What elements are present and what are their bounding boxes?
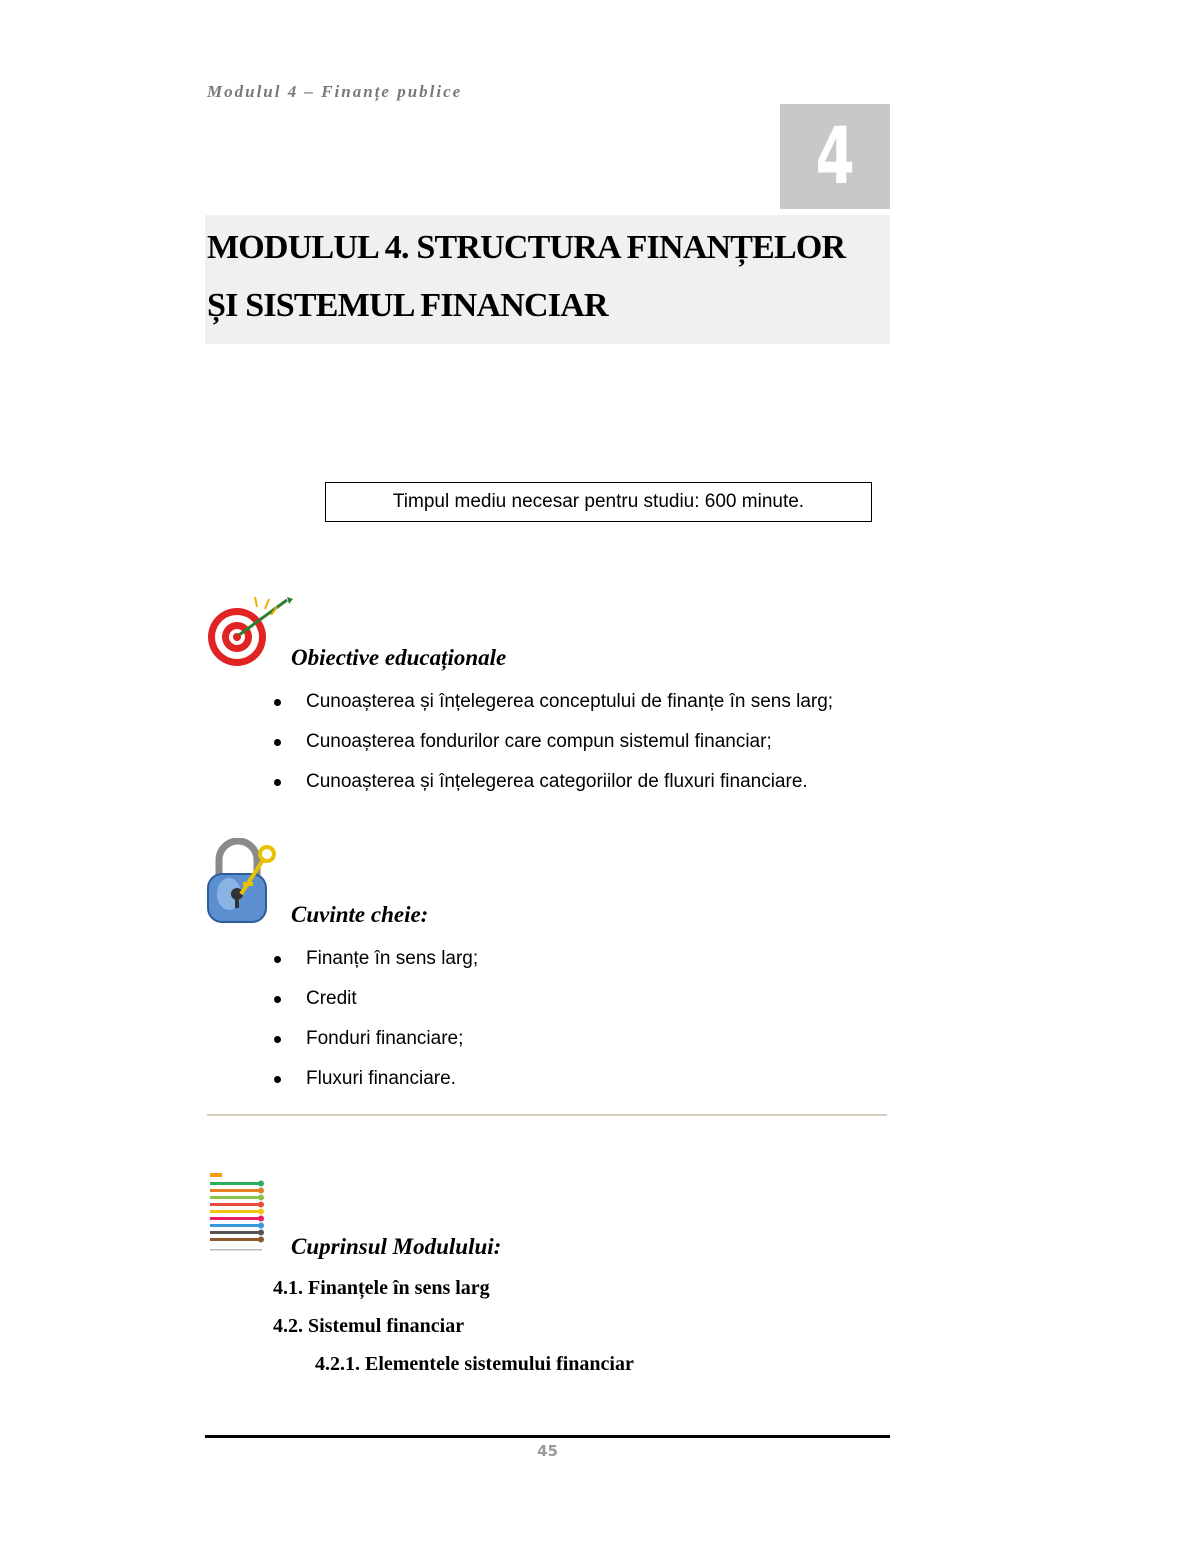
objectives-heading: Obiective educaționale <box>291 645 507 670</box>
module-title-line-1: MODULUL 4. STRUCTURA FINANȚELOR <box>207 229 846 266</box>
toc-item-4-2: 4.2. Sistemul financiar <box>273 1315 465 1337</box>
keywords-heading: Cuvinte cheie: <box>291 902 429 927</box>
list-item: Fonduri financiare; <box>272 1027 912 1067</box>
module-number: 4 <box>815 111 855 202</box>
contents-heading: Cuprinsul Modulului: <box>291 1234 502 1259</box>
contents-list-icon <box>207 1170 267 1255</box>
footer-rule <box>205 1435 890 1438</box>
study-time-box <box>325 482 872 522</box>
module-title-box <box>205 215 890 344</box>
toc-item-4-2-1: 4.2.1. Elementele sistemului financiar <box>315 1353 634 1375</box>
target-icon <box>205 595 293 670</box>
toc-item-4-1: 4.1. Finanțele în sens larg <box>273 1277 490 1299</box>
keywords-list <box>272 947 912 1107</box>
list-item: Cunoașterea și înțelegerea conceptului de finanțe în sens larg; <box>272 690 912 730</box>
section-divider <box>207 1114 887 1116</box>
study-time-text: Timpul mediu necesar pentru studiu: 600 minute. <box>392 491 805 512</box>
list-item: Finanțe în sens larg; <box>272 947 912 987</box>
module-number-box <box>780 104 890 209</box>
list-item: Cunoașterea și înțelegerea categoriilor de fluxuri financiare. <box>272 770 912 810</box>
list-item: Fluxuri financiare. <box>272 1067 912 1107</box>
module-title-line-2: ȘI SISTEMUL FINANCIAR <box>207 287 608 324</box>
list-item: Cunoașterea fondurilor care compun sistemul financiar; <box>272 730 912 770</box>
running-header: Modulul 4 – Finanțe publice <box>207 82 463 101</box>
objectives-list <box>272 690 912 810</box>
padlock-key-icon <box>205 838 277 926</box>
list-item: Credit <box>272 987 912 1027</box>
page-number: 45 <box>537 1442 558 1460</box>
